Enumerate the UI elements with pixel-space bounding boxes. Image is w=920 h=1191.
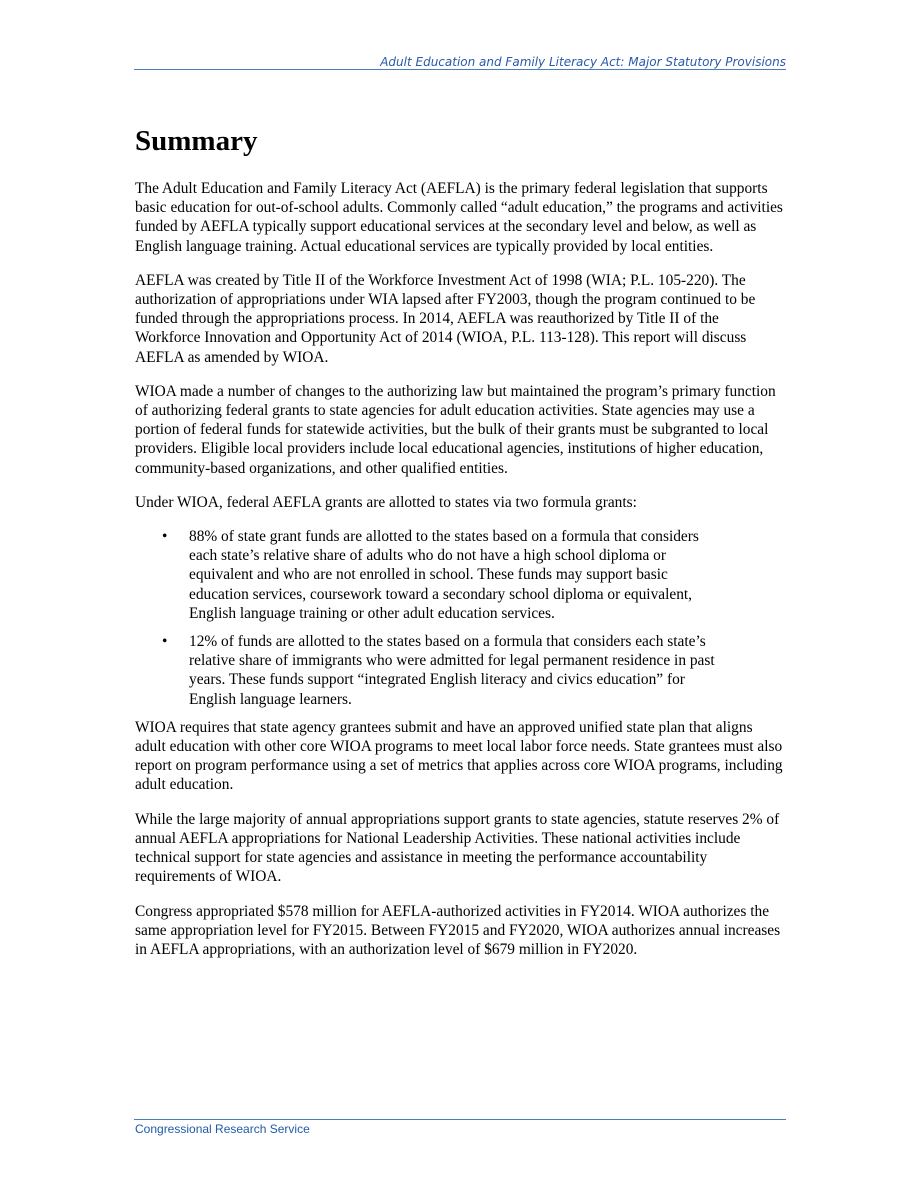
footer-org: Congressional Research Service xyxy=(135,1122,310,1136)
section-title: Summary xyxy=(135,125,258,157)
paragraph-state-plan: WIOA requires that state agency grantees submit and have an approved unified state plan that aligns adult education with other core WIOA programs to meet local labor force needs. State grantees must also report on program performance using a set of metrics that applies across core WIOA programs, including adult education. xyxy=(135,718,783,794)
list-item-text: 88% of state grant funds are allotted to the states based on a formula that considers each state’s relative share of adults who do not have a high school diploma or equivalent and who are not enrolled in school. These funds may support basic education services, coursework toward a secondary school diploma or equivalent, English language training or other adult education services. xyxy=(189,528,699,622)
paragraph-formula-intro: Under WIOA, federal AEFLA grants are allotted to states via two formula grants: xyxy=(135,493,637,511)
running-header: Adult Education and Family Literacy Act: Major Statutory Provisions xyxy=(380,55,786,69)
footer-rule xyxy=(134,1119,786,1120)
paragraph-intro: The Adult Education and Family Literacy Act (AEFLA) is the primary federal legislation that supports basic education for out-of-school adults. Commonly called “adult education,” the programs and activities funded by AEFLA typically support educational services at the secondary level and below, as well as English language training. Actual educational services are typically provided by local entities. xyxy=(135,180,783,255)
list-item xyxy=(135,632,729,709)
header-rule xyxy=(134,69,786,70)
bullet-icon: • xyxy=(162,528,168,546)
document-body xyxy=(135,124,787,974)
bullet-icon: • xyxy=(162,633,168,651)
paragraph-appropriations: Congress appropriated $578 million for AEFLA-authorized activities in FY2014. WIOA authorizes the same appropriation level for FY2015. Between FY2015 and FY2020, WIOA authorizes annual increases in AEFLA appropriations, with an authorization level of $679 million in FY2020. xyxy=(135,902,781,958)
paragraph-national-activities: While the large majority of annual appropriations support grants to state agencies, statute reserves 2% of annual AEFLA appropriations for National Leadership Activities. These national activities include technical support for state agencies and assistance in meeting the performance accountability requirements of WIOA. xyxy=(135,810,780,886)
paragraph-history: AEFLA was created by Title II of the Workforce Investment Act of 1998 (WIA; P.L. 105-220). The authorization of appropriations under WIA lapsed after FY2003, though the program continued to be funded through the appropriations process. In 2014, AEFLA was reauthorized by Title II of the Workforce Innovation and Opportunity Act of 2014 (WIOA, P.L. 113-128). This report will discuss AEFLA as amended by WIOA. xyxy=(135,271,756,366)
paragraph-changes: WIOA made a number of changes to the authorizing law but maintained the program’s primary function of authorizing federal grants to state agencies for adult education activities. State agencies may use a portion of federal funds for statewide activities, but the bulk of their grants must be subgranted to local providers. Eligible local providers include local educational agencies, institutions of higher education, community-based organizations, and other qualified entities. xyxy=(135,382,776,477)
list-item-text: 12% of funds are allotted to the states based on a formula that considers each state’s relative share of immigrants who were admitted for legal permanent residence in past years. These funds support “integrated English literacy and civics education” for English language learners. xyxy=(189,633,715,708)
list-item xyxy=(135,527,729,623)
formula-grant-list xyxy=(135,527,787,709)
